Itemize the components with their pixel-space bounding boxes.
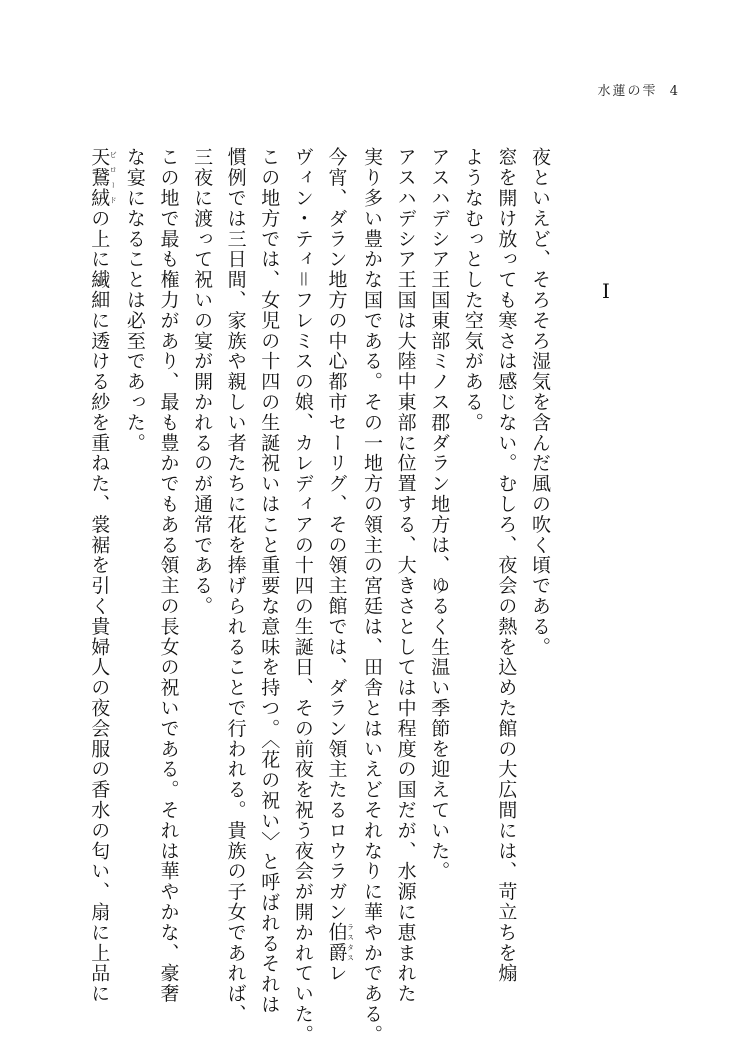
- text-line: ようなむっとした空気がある。: [461, 147, 484, 433]
- text-line: この地方では、女児の十四の生誕祝いはこと重要な意味を持つ。〈花の祝い〉と呼ばれるそれは: [258, 147, 281, 1015]
- text-line: 慣例では三日間、家族や親しい者たちに花を捧げられることで行われる。貴族の子女であれば、: [224, 147, 247, 1025]
- text-line: 今宵、ダラン地方の中心都市セーリグ、その領主館では、ダラン領主たるロウラガン伯爵 ラスタスレ: [325, 147, 355, 984]
- running-header: [520, 80, 680, 99]
- text-line: 三夜に渡って祝いの宴が開かれるのが通常である。: [191, 147, 214, 617]
- page-number: 4: [669, 84, 680, 99]
- book-title: 水蓮の雫: [597, 84, 658, 99]
- text-line: アスハデシア王国は大陸中東部に位置する、大きさとしては中程度の国だが、水源に恵まれた: [394, 147, 417, 1004]
- text-line: アスハデシア王国東部ミノス郡ダラン地方は、ゆるく生温い季節を迎えていた。: [428, 147, 451, 882]
- chapter-numeral: I: [602, 279, 610, 303]
- text-line: この地で最も権力があり、最も豊かでもある領主の長女の祝いである。それは華やかな、豪奢: [157, 147, 180, 1004]
- text-line: 夜といえど、そろそろ湿気を含んだ風の吹く頃である。: [529, 147, 551, 657]
- text-line: 実り多い豊かな国である。その一地方の領主の宮廷は、田舎とはいえどそれなりに華やかである。: [361, 147, 384, 1045]
- text-line: 窓を開け放っても寒さは感じない。むしろ、夜会の熱を込めた館の大広間には、苛立ちを煽: [495, 147, 518, 984]
- body-text: [82, 147, 556, 1045]
- count-ruby: 伯爵 ラスタス: [325, 922, 355, 964]
- velvet-ruby: 天鵞絨 ビロード: [88, 147, 118, 209]
- text-line: な宴になることは必至であった。: [123, 147, 146, 453]
- text-line: 天鵞絨 ビロードの上に繊細に透ける紗を重ねた、裳裾を引く貴婦人の夜会服の香水の匂い、扇に上品に: [88, 147, 118, 1004]
- text-line: ヴィン・ティ＝フレミスの娘、カレディアの十四の生誕日、その前夜を祝う夜会が開かれていた。: [291, 147, 314, 1045]
